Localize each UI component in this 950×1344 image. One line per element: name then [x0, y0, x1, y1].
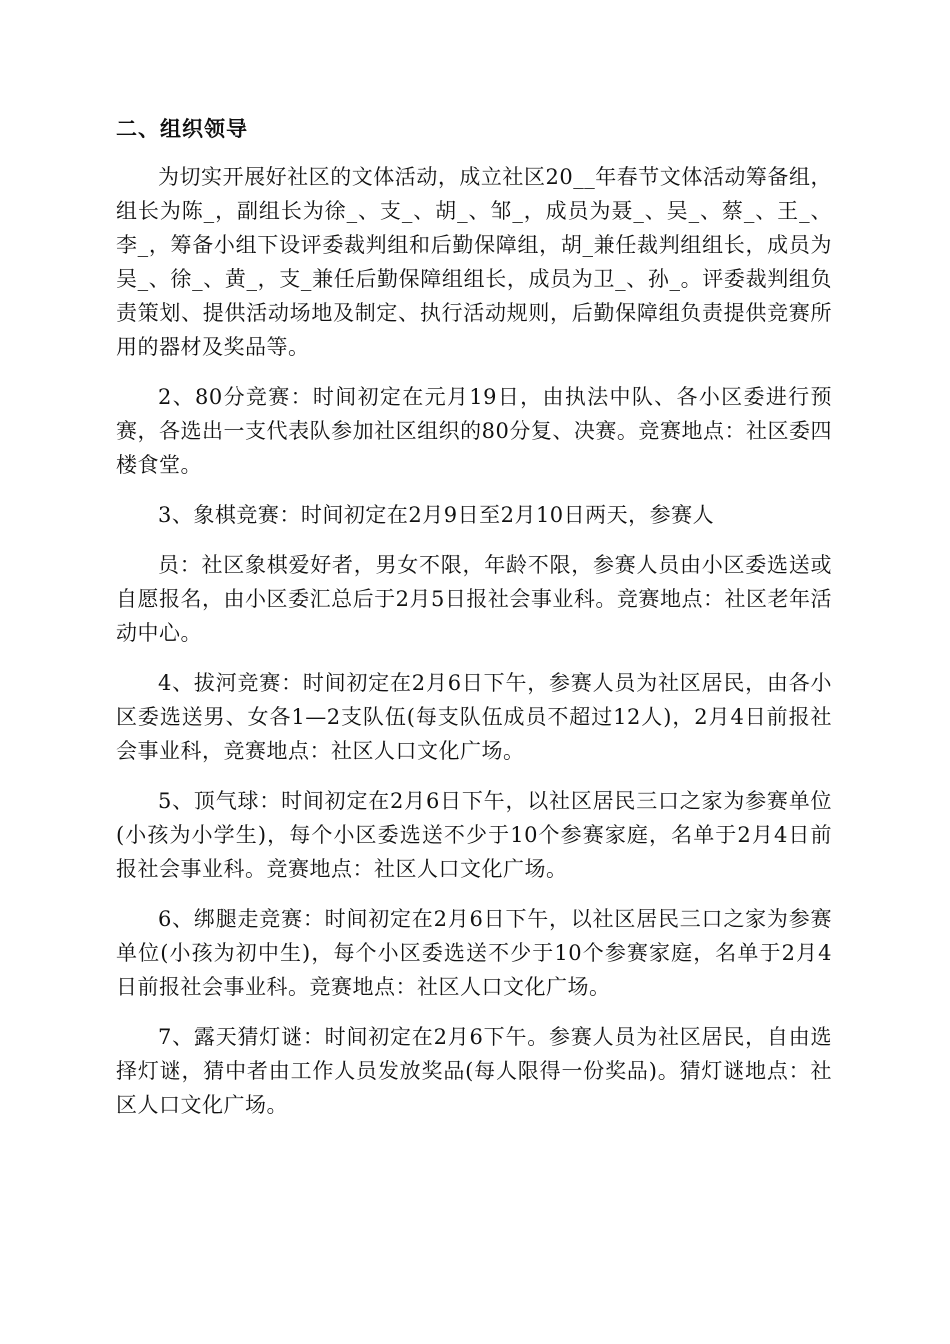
paragraph-80-points-contest: 2、80分竞赛：时间初定在元月19日，由执法中队、各小区委进行预赛，各选出一支代表队参加社区组织的80分复、决赛。竞赛地点：社区委四楼食堂。	[116, 385, 832, 477]
document-page	[116, 112, 832, 1138]
paragraph-lantern-riddles: 7、露天猜灯谜：时间初定在2月6下午。参赛人员为社区居民，自由选择灯谜，猜中者由工作人员发放奖品(每人限得一份奖品)。猜灯谜地点：社区人口文化广场。	[116, 1025, 832, 1117]
section-heading: 二、组织领导	[116, 117, 248, 141]
paragraph-chess-contest: 3、象棋竞赛：时间初定在2月9日至2月10日两天，参赛人	[158, 503, 715, 527]
paragraph-chess-participants: 员：社区象棋爱好者，男女不限，年龄不限，参赛人员由小区委选送或自愿报名，由小区委汇总后于2月5日报社会事业科。竞赛地点：社区老年活动中心。	[116, 553, 832, 645]
paragraph-three-legged-race: 6、绑腿走竞赛：时间初定在2月6日下午，以社区居民三口之家为参赛单位(小孩为初中生)，每个小区委选送不少于10个参赛家庭，名单于2月4日前报社会事业科。竞赛地点：社区人口文化广场。	[116, 907, 832, 999]
paragraph-tug-of-war: 4、拔河竞赛：时间初定在2月6日下午，参赛人员为社区居民，由各小区委选送男、女各1—2支队伍(每支队伍成员不超过12人)，2月4日前报社会事业科，竞赛地点：社区人口文化广场。	[116, 671, 832, 763]
paragraph-balloon-game: 5、顶气球：时间初定在2月6日下午，以社区居民三口之家为参赛单位(小孩为小学生)，每个小区委选送不少于10个参赛家庭，名单于2月4日前报社会事业科。竞赛地点：社区人口文化广场。	[116, 789, 832, 881]
paragraph-organization: 为切实开展好社区的文体活动，成立社区20__年春节文体活动筹备组，组长为陈_，副组长为徐_、支_、胡_、邹_，成员为聂_、吴_、蔡_、王_、李_，筹备小组下设评委裁判组和后勤保障组，胡_兼任裁判组组长，成员为吴_、徐_、黄_，支_兼任后勤保障组组长，成员为卫_、孙_。评委裁判组负责策划、提供活动场地及制定、执行活动规则，后勤保障组负责提供竞赛所用的器材及奖品等。	[116, 165, 832, 359]
